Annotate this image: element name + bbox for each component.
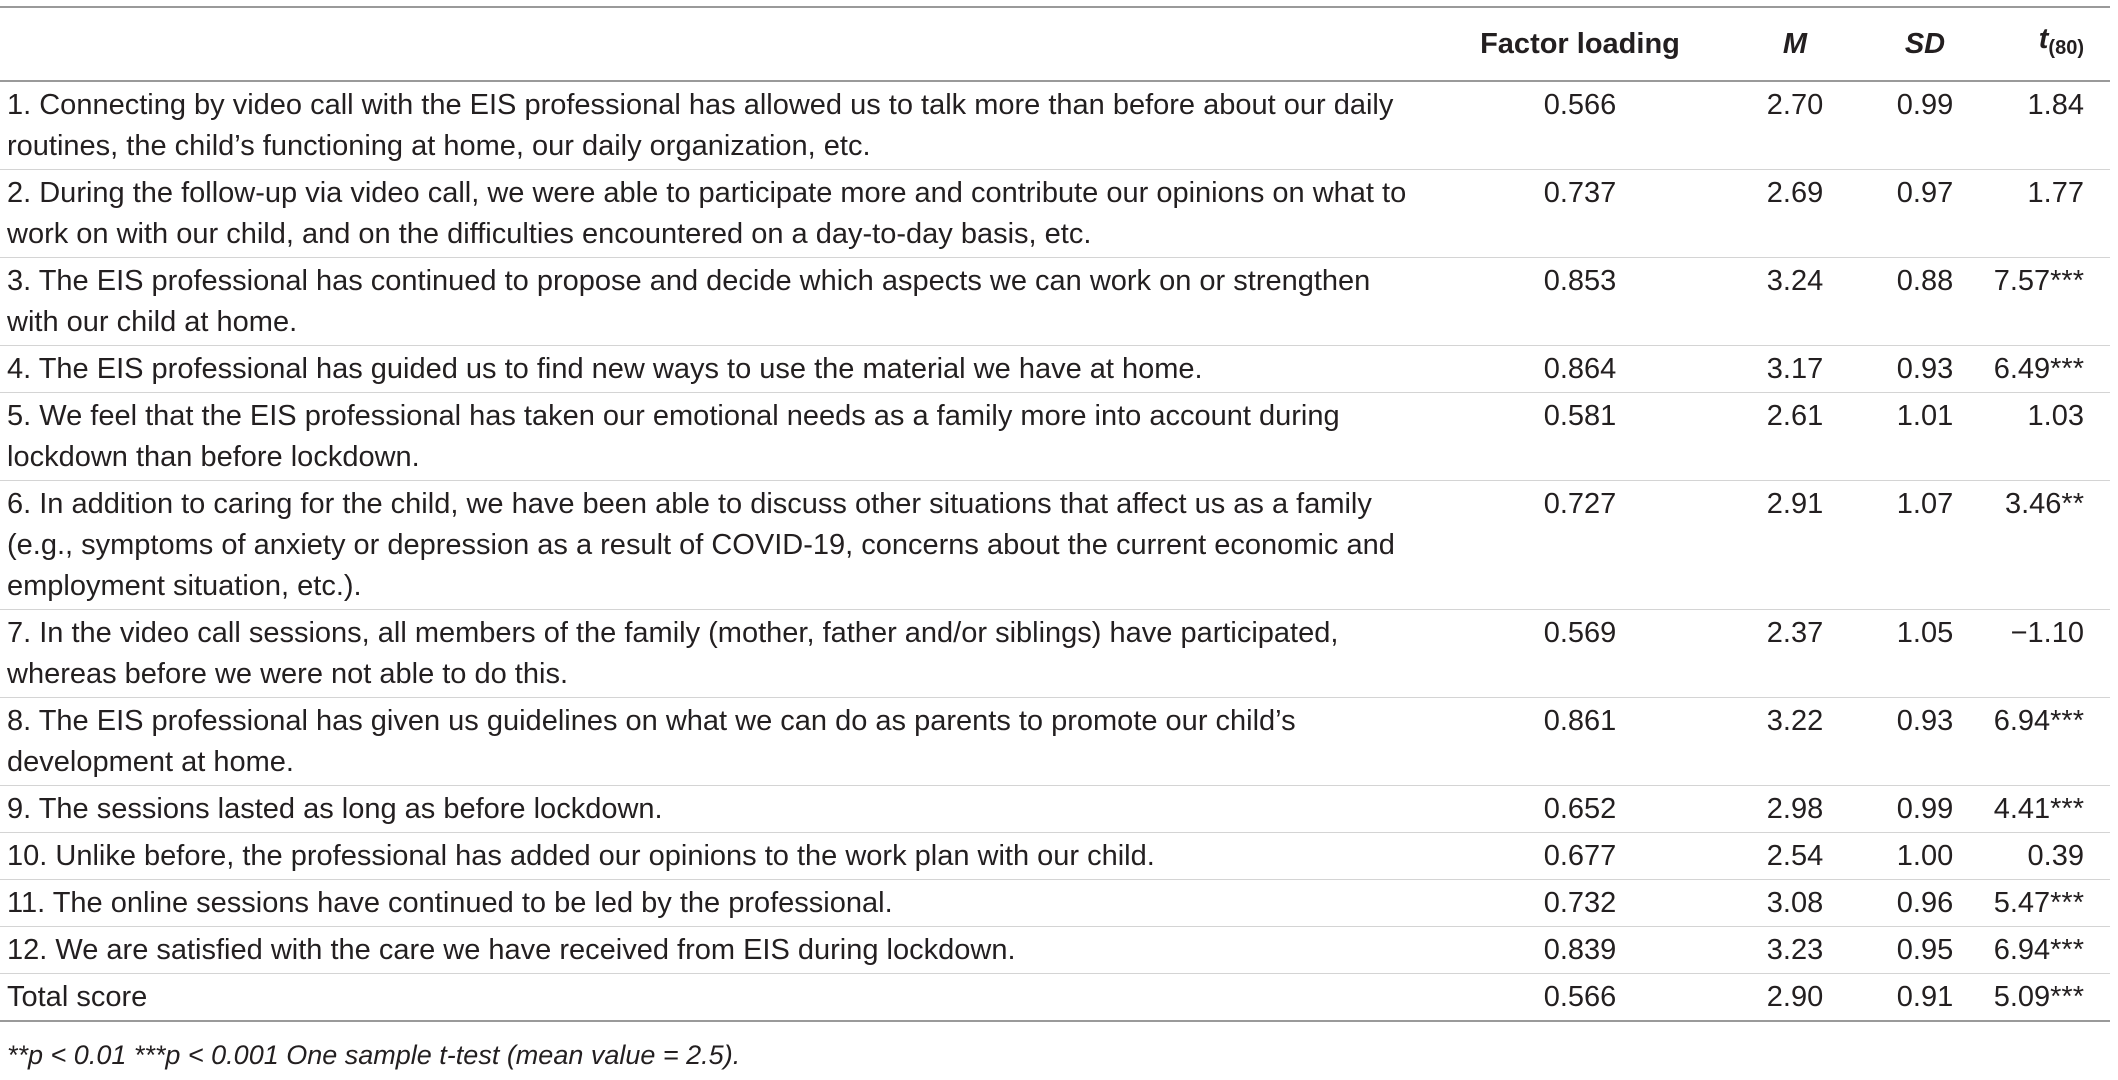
factor-loading-value: 0.566 xyxy=(1430,81,1730,170)
sd-value: 0.97 xyxy=(1860,170,1990,258)
factor-loading-value: 0.677 xyxy=(1430,833,1730,880)
factor-loading-value: 0.652 xyxy=(1430,786,1730,833)
header-t xyxy=(1990,7,2110,81)
item-text: 2. During the follow-up via video call, we were able to participate more and contribute our opinions on what to work on with our child, and on the difficulties encountered on a day-to-day basis, etc. xyxy=(0,170,1430,258)
item-text: 8. The EIS professional has given us guidelines on what we can do as parents to promote our child’s development at home. xyxy=(0,698,1430,786)
mean-value: 2.61 xyxy=(1730,393,1860,481)
table-row xyxy=(0,927,2110,974)
factor-loading-value: 0.864 xyxy=(1430,346,1730,393)
item-text: 1. Connecting by video call with the EIS professional has allowed us to talk more than before about our daily routines, the child’s functioning at home, our daily organization, etc. xyxy=(0,81,1430,170)
sd-value: 0.99 xyxy=(1860,81,1990,170)
t-value: 6.94*** xyxy=(1990,698,2110,786)
sd-value: 0.88 xyxy=(1860,258,1990,346)
factor-loading-value: 0.853 xyxy=(1430,258,1730,346)
table-row xyxy=(0,481,2110,610)
results-table-container xyxy=(0,6,2110,1022)
t-value: 6.94*** xyxy=(1990,927,2110,974)
factor-loading-value: 0.569 xyxy=(1430,610,1730,698)
mean-value: 2.98 xyxy=(1730,786,1860,833)
header-t-label: t xyxy=(2038,23,2049,55)
table-header xyxy=(0,7,2110,81)
mean-value: 3.24 xyxy=(1730,258,1860,346)
t-value: 5.47*** xyxy=(1990,880,2110,927)
table-footnote: **p < 0.01 ***p < 0.001 One sample t-test (mean value = 2.5). xyxy=(7,1040,741,1070)
table-row xyxy=(0,880,2110,927)
mean-value: 2.54 xyxy=(1730,833,1860,880)
table-row xyxy=(0,698,2110,786)
header-factor-loading: Factor loading xyxy=(1480,27,1680,60)
t-value: 1.77 xyxy=(1990,170,2110,258)
mean-value: 3.08 xyxy=(1730,880,1860,927)
table-row xyxy=(0,170,2110,258)
table-row xyxy=(0,610,2110,698)
t-value: 5.09*** xyxy=(1990,974,2110,1022)
t-value: 0.39 xyxy=(1990,833,2110,880)
header-sd: SD xyxy=(1904,27,1946,60)
t-value: −1.10 xyxy=(1990,610,2110,698)
mean-value: 2.70 xyxy=(1730,81,1860,170)
item-text: 5. We feel that the EIS professional has taken our emotional needs as a family more into account during lockdown than before lockdown. xyxy=(0,393,1430,481)
factor-loading-value: 0.839 xyxy=(1430,927,1730,974)
item-text: 6. In addition to caring for the child, we have been able to discuss other situations that affect us as a family (e.g., symptoms of anxiety or depression as a result of COVID-19, concerns about the current economic and employment situation, etc.). xyxy=(0,481,1430,610)
item-text: 4. The EIS professional has guided us to find new ways to use the material we have at home. xyxy=(0,346,1430,393)
mean-value: 3.17 xyxy=(1730,346,1860,393)
sd-value: 1.05 xyxy=(1860,610,1990,698)
sd-value: 1.07 xyxy=(1860,481,1990,610)
header-mean: M xyxy=(1782,27,1808,60)
sd-value: 0.95 xyxy=(1860,927,1990,974)
sd-value: 0.99 xyxy=(1860,786,1990,833)
factor-loading-value: 0.732 xyxy=(1430,880,1730,927)
t-value: 3.46** xyxy=(1990,481,2110,610)
sd-value: 0.96 xyxy=(1860,880,1990,927)
total-row xyxy=(0,974,2110,1022)
factor-loading-value: 0.581 xyxy=(1430,393,1730,481)
sd-value: 1.00 xyxy=(1860,833,1990,880)
table-row xyxy=(0,833,2110,880)
mean-value: 2.91 xyxy=(1730,481,1860,610)
header-t-df: (80) xyxy=(2048,37,2084,59)
results-table xyxy=(0,6,2110,1022)
header-item xyxy=(0,7,1430,81)
mean-value: 3.23 xyxy=(1730,927,1860,974)
factor-loading-value: 0.727 xyxy=(1430,481,1730,610)
sd-value: 0.93 xyxy=(1860,346,1990,393)
sd-value: 0.91 xyxy=(1860,974,1990,1022)
header-row xyxy=(0,7,2110,81)
item-text: Total score xyxy=(0,974,1430,1022)
factor-loading-value: 0.861 xyxy=(1430,698,1730,786)
factor-loading-value: 0.566 xyxy=(1430,974,1730,1022)
table-row xyxy=(0,258,2110,346)
item-text: 3. The EIS professional has continued to propose and decide which aspects we can work on or strengthen with our child at home. xyxy=(0,258,1430,346)
table-row xyxy=(0,81,2110,170)
item-text: 11. The online sessions have continued to be led by the professional. xyxy=(0,880,1430,927)
table-row xyxy=(0,393,2110,481)
t-value: 6.49*** xyxy=(1990,346,2110,393)
item-text: 12. We are satisfied with the care we have received from EIS during lockdown. xyxy=(0,927,1430,974)
item-text: 7. In the video call sessions, all members of the family (mother, father and/or siblings) have participated, whereas before we were not able to do this. xyxy=(0,610,1430,698)
t-value: 4.41*** xyxy=(1990,786,2110,833)
t-value: 1.84 xyxy=(1990,81,2110,170)
table-body xyxy=(0,81,2110,1021)
sd-value: 0.93 xyxy=(1860,698,1990,786)
t-value: 7.57*** xyxy=(1990,258,2110,346)
mean-value: 3.22 xyxy=(1730,698,1860,786)
sd-value: 1.01 xyxy=(1860,393,1990,481)
item-text: 9. The sessions lasted as long as before lockdown. xyxy=(0,786,1430,833)
table-row xyxy=(0,786,2110,833)
mean-value: 2.90 xyxy=(1730,974,1860,1022)
factor-loading-value: 0.737 xyxy=(1430,170,1730,258)
mean-value: 2.69 xyxy=(1730,170,1860,258)
t-value: 1.03 xyxy=(1990,393,2110,481)
table-row xyxy=(0,346,2110,393)
mean-value: 2.37 xyxy=(1730,610,1860,698)
item-text: 10. Unlike before, the professional has added our opinions to the work plan with our child. xyxy=(0,833,1430,880)
